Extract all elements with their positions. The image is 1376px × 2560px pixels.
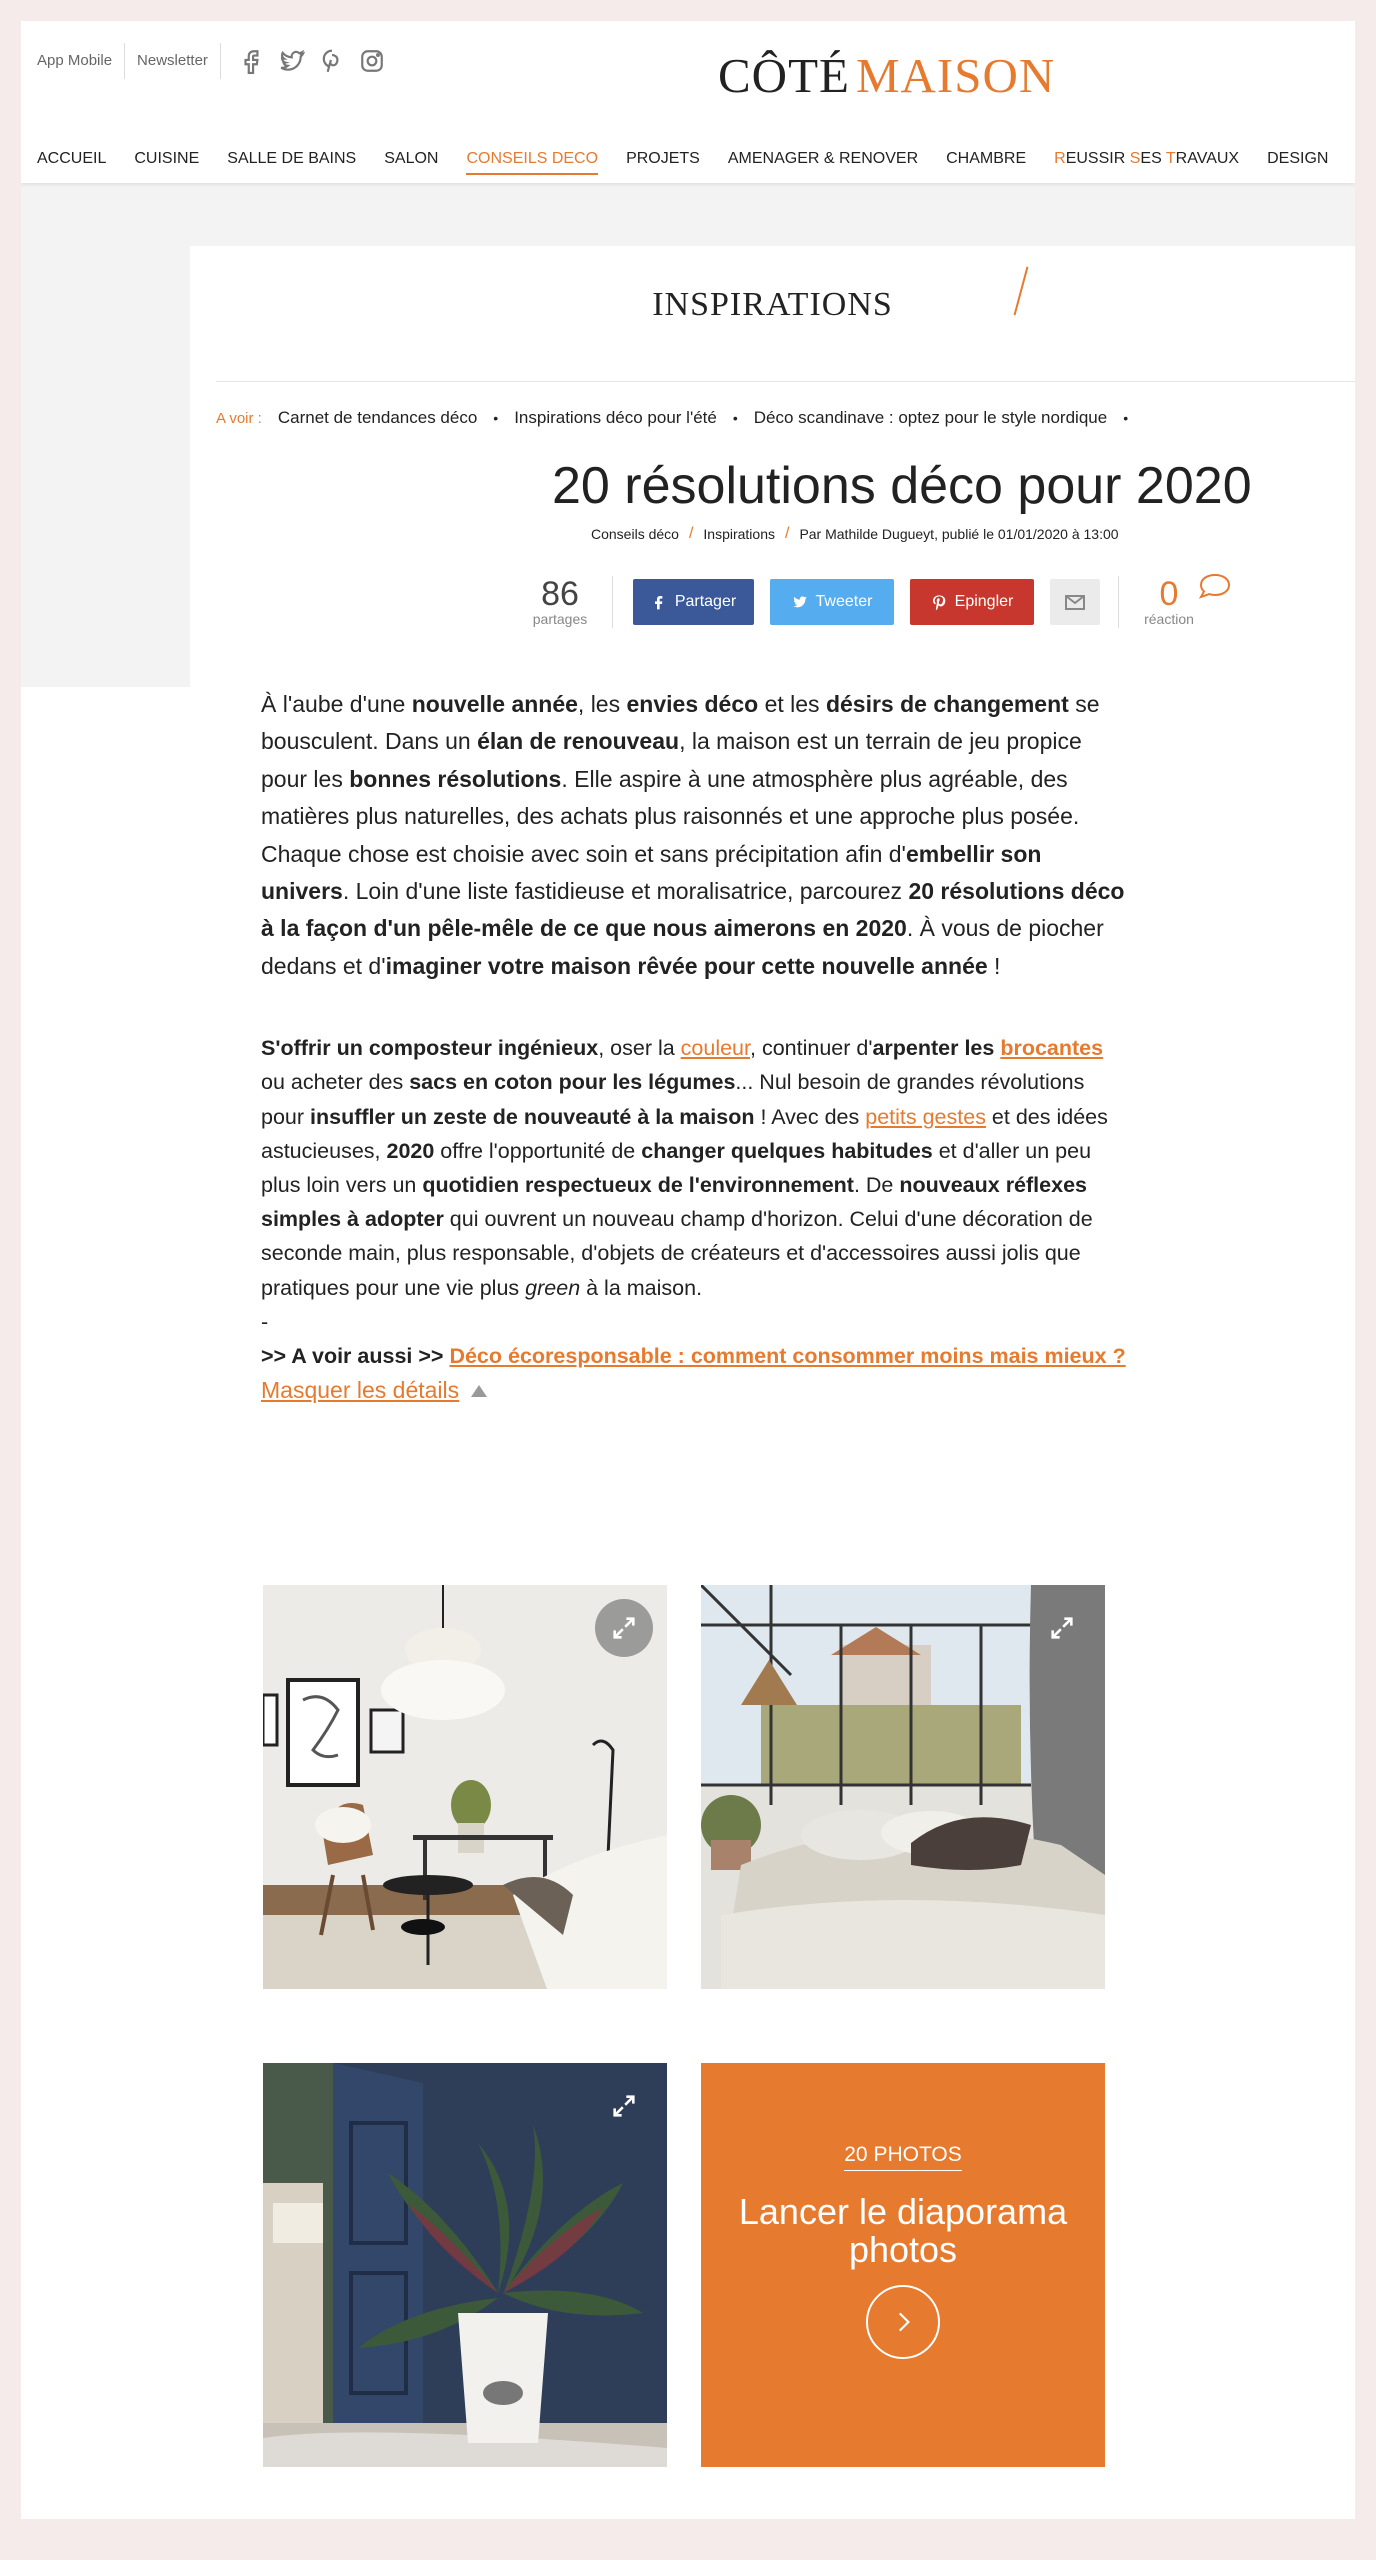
facebook-icon [651,594,667,610]
instagram-icon[interactable] [359,48,385,74]
nav-item-salon[interactable]: SALON [384,150,439,167]
mail-icon [1063,590,1087,614]
facebook-share-button[interactable]: Partager [633,579,754,625]
nav-item-design[interactable]: DESIGN [1267,150,1329,167]
intro-paragraph: À l'aube d'une nouvelle année, les envies déco et les désirs de changement se bousculent. Dans un élan de renouveau, la maison est un terrain de jeu propice pour les bonnes résolutions. Elle aspire à une atmosphère plus agréable, des matières plus naturelles, des achats plus raisonnés et une approche plus posée. Chaque chose est choisie avec soin et sans précipitation afin d'embellir son univers. Loin d'une liste fastidieuse et moralisatrice, parcourez 20 résolutions déco à la façon d'un pêle-mêle de ce que nous aimerons en 2020. À vous de piocher dedans et d'imaginer votre maison rêvée pour cette nouvelle année ! [261,691,1125,979]
email-share-button[interactable] [1050,579,1100,625]
social-links [221,48,385,74]
twitter-share-button[interactable]: Tweeter [770,579,894,625]
page [21,21,1355,2519]
pinterest-share-button[interactable]: Epingler [910,579,1034,625]
reaction-label: réaction [1144,611,1194,627]
article-body [261,686,1131,1404]
body-paragraph: S'offrir un composteur ingénieux, oser la couleur, continuer d'arpenter les brocantes ou acheter des sacs en coton pour les légumes... Nul besoin de grandes révolutions pour insuffler un zeste de nouveauté à la maison ! Avec des petits gestes et des idées astucieuses, 2020 offre l'opportunité de changer quelques habitudes et d'aller un peu plus loin vers un quotidien respectueux de l'environnement. De nouveaux réflexes simples à adopter qui ouvrent un nouveau champ d'horizon. Celui d'une décoration de seconde main, plus responsable, d'objets de créateurs et d'accessoires aussi jolis que pratiques pour une vie plus green à la maison. - >> A voir aussi >> Déco écoresponsable : comment consommer moins mais mieux ? [261,1036,1126,1369]
top-links [37,43,385,79]
pinterest-icon [931,594,947,610]
article-title: 20 résolutions déco pour 2020 [552,457,1252,515]
gallery-photo-bedroom[interactable] [701,1585,1105,1989]
triangle-up-icon [471,1385,487,1397]
nav-item-salle-de-bains[interactable]: SALLE DE BAINS [227,150,357,167]
article-meta: Conseils déco / Inspirations / Par Mathilde Dugueyt, publié le 01/01/2020 à 13:00 [591,525,1119,542]
a-voir-link[interactable]: Déco scandinave : optez pour le style nordique [753,408,1108,427]
a-voir-bar [216,408,1128,428]
divider [216,381,1355,382]
bullet: • [1123,410,1129,426]
next-circle-button[interactable] [866,2285,940,2359]
launch-slideshow-label: Lancer le diaporama photos [738,2191,1068,2270]
bullet: • [732,410,738,426]
logo-part2: MAISON [855,47,1056,103]
comment-icon [1195,571,1235,603]
a-voir-link[interactable]: Carnet de tendances déco [277,408,478,427]
share-bar [510,576,1235,628]
twitter-icon [792,594,808,610]
main-nav [37,141,1342,177]
reaction-count: 0 [1159,575,1179,613]
nav-item-amenager-renover[interactable]: AMENAGER & RENOVER [727,150,919,167]
expand-icon[interactable] [595,2077,653,2135]
article-header [190,246,1355,687]
a-voir-link[interactable]: Inspirations déco pour l'été [514,408,717,427]
bullet: • [493,410,499,426]
reactions[interactable] [1143,577,1235,627]
newsletter-link[interactable]: Newsletter [125,43,221,79]
pinterest-icon[interactable] [319,48,345,74]
share-count: 86 partages [532,575,588,627]
petits-gestes-link[interactable]: petits gestes [865,1104,986,1129]
twitter-icon[interactable] [279,48,305,74]
slideshow-launcher[interactable] [701,2063,1105,2467]
app-mobile-link[interactable]: App Mobile [37,43,125,79]
nav-item-reussir-ses-travaux[interactable]: REUSSIR SES TRAVAUX [1054,150,1240,167]
site-header [21,21,1355,183]
byline: Par Mathilde Dugueyt, publié le 01/01/2020 à 13:00 [799,526,1119,542]
expand-icon[interactable] [1033,1599,1091,1657]
expand-icon[interactable] [595,1599,653,1657]
brocantes-link[interactable]: brocantes [1000,1036,1104,1061]
nav-item-conseils-deco[interactable]: CONSEILS DECO [452,141,612,177]
gallery-photo-living-room[interactable] [263,1585,667,1989]
couleur-link[interactable]: couleur [680,1036,750,1061]
site-logo[interactable] [718,43,1055,107]
nav-item-cuisine[interactable]: CUISINE [134,150,200,167]
section-title: INSPIRATIONS [652,286,893,323]
nav-item-accueil[interactable]: ACCUEIL [37,150,107,167]
gallery-photo-plant[interactable] [263,2063,667,2467]
chevron-right-icon [890,2309,916,2335]
nav-item-projets[interactable]: PROJETS [626,150,700,167]
nav-item-chambre[interactable]: CHAMBRE [946,150,1027,167]
facebook-icon[interactable] [239,48,265,74]
a-voir-label: A voir : [216,409,262,427]
category-link[interactable]: Conseils déco [591,526,679,542]
deco-ecoresponsable-link[interactable]: Déco écoresponsable : comment consommer moins mais mieux ? [449,1344,1126,1369]
photos-count: 20 PHOTOS [701,2143,1105,2167]
subcategory-link[interactable]: Inspirations [703,526,775,542]
masquer-details-toggle[interactable]: Masquer les détails [261,1377,1131,1404]
logo-part1: CÔTÉ [718,47,850,103]
